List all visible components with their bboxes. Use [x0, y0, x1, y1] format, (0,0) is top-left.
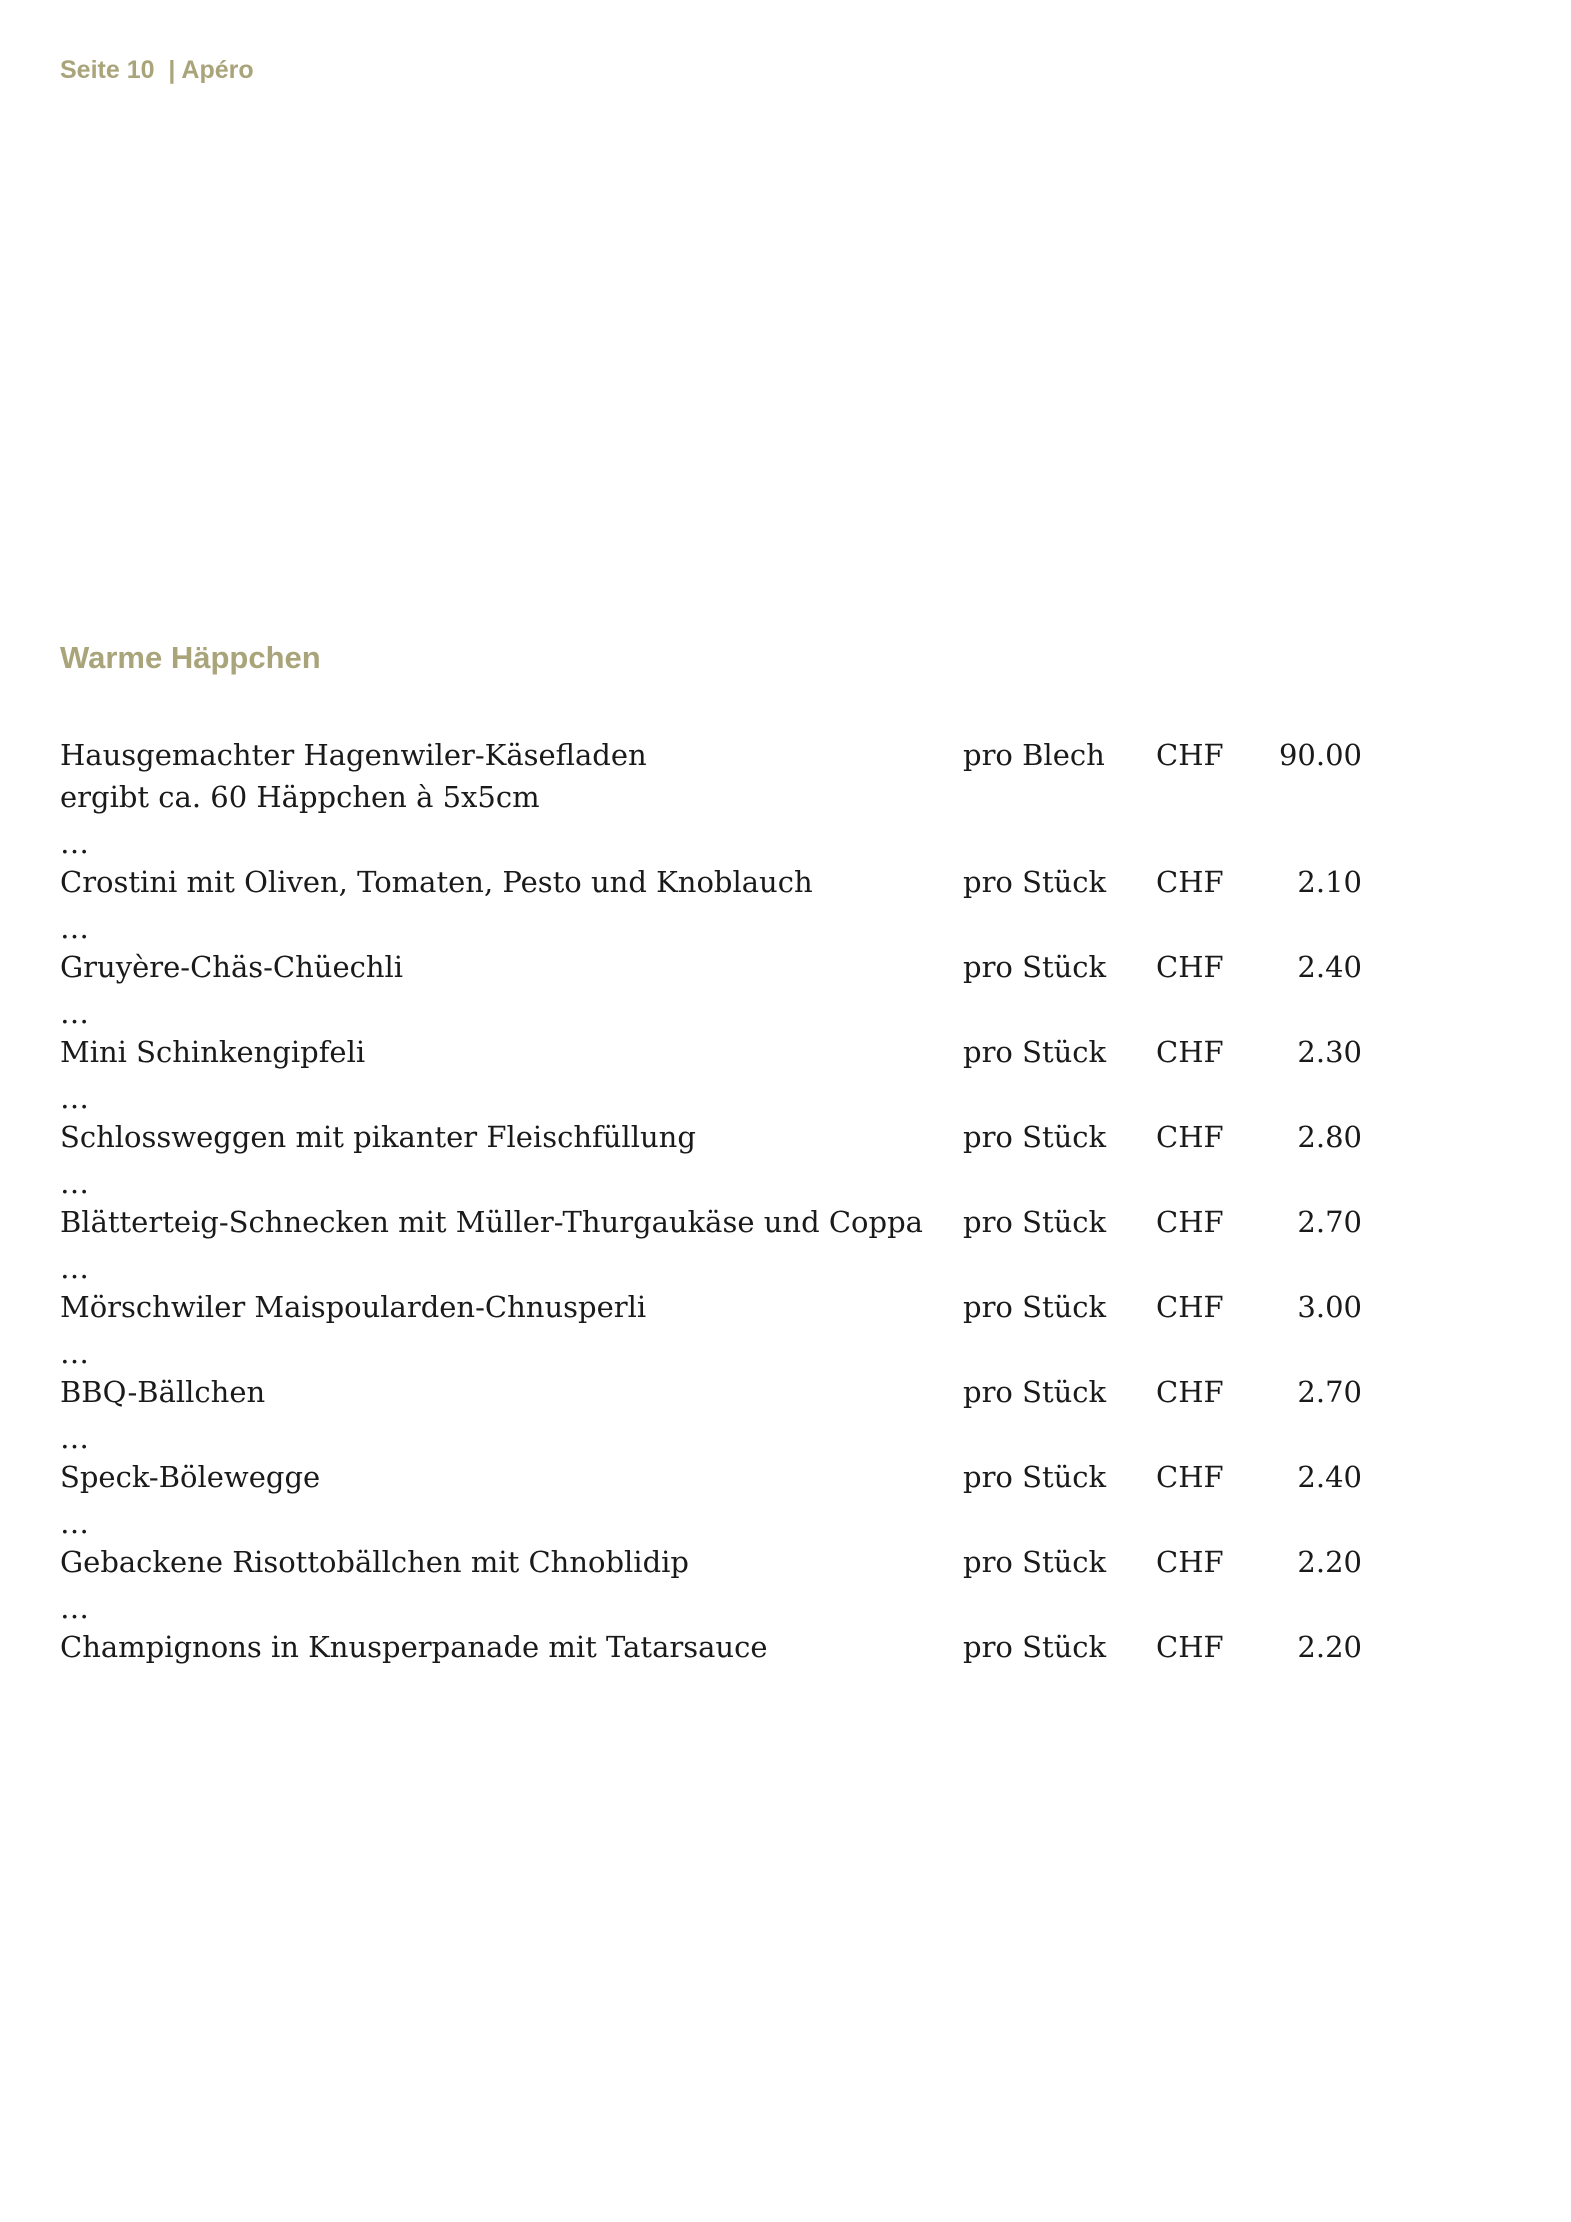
menu-item — [60, 1116, 1360, 1158]
menu-item-currency: CHF — [1156, 1035, 1224, 1069]
separator: … — [60, 1336, 89, 1370]
menu-item-price: 90.00 — [1278, 738, 1362, 772]
menu-item — [60, 1031, 1360, 1073]
menu-item — [60, 1286, 1360, 1328]
separator: … — [60, 1081, 89, 1115]
menu-item-unit: pro Stück — [963, 1120, 1107, 1154]
menu-item-unit: pro Stück — [963, 1205, 1107, 1239]
separator: … — [60, 911, 89, 945]
menu-list — [60, 734, 1360, 1668]
menu-item-currency: CHF — [1156, 738, 1224, 772]
menu-item-unit: pro Stück — [963, 1035, 1107, 1069]
menu-item-currency: CHF — [1156, 1375, 1224, 1409]
menu-item-name: Gebackene Risottobällchen mit Chnoblidip — [60, 1545, 689, 1579]
menu-item-subtitle: ergibt ca. 60 Häppchen à 5x5cm — [60, 780, 540, 814]
separator: … — [60, 996, 89, 1030]
menu-item — [60, 946, 1360, 988]
menu-item-unit: pro Stück — [963, 1290, 1107, 1324]
section-title: Warme Häppchen — [60, 640, 321, 675]
menu-item-name: Crostini mit Oliven, Tomaten, Pesto und Knoblauch — [60, 865, 813, 899]
separator: … — [60, 1506, 89, 1540]
separator: … — [60, 1421, 89, 1455]
menu-item — [60, 1201, 1360, 1243]
menu-item-price: 2.80 — [1297, 1120, 1362, 1154]
menu-item-price: 2.70 — [1297, 1205, 1362, 1239]
menu-item-currency: CHF — [1156, 1290, 1224, 1324]
menu-item-currency: CHF — [1156, 1205, 1224, 1239]
menu-item-name: Mörschwiler Maispoularden-Chnusperli — [60, 1290, 647, 1324]
page-header: Seite 10 | Apéro — [60, 56, 254, 84]
menu-item — [60, 1626, 1360, 1668]
menu-item-price: 2.40 — [1297, 1460, 1362, 1494]
menu-item-unit: pro Stück — [963, 1375, 1107, 1409]
menu-item-unit: pro Blech — [963, 738, 1105, 772]
menu-item-price: 3.00 — [1297, 1290, 1362, 1324]
menu-item-unit: pro Stück — [963, 1460, 1107, 1494]
menu-item-name: Mini Schinkengipfeli — [60, 1035, 366, 1069]
separator: … — [60, 1251, 89, 1285]
menu-item-name: Blätterteig-Schnecken mit Müller-Thurgaukäse und Coppa — [60, 1205, 923, 1239]
menu-item-unit: pro Stück — [963, 950, 1107, 984]
menu-item-currency: CHF — [1156, 1120, 1224, 1154]
menu-item-price: 2.20 — [1297, 1630, 1362, 1664]
menu-item-price: 2.70 — [1297, 1375, 1362, 1409]
menu-item-name: Hausgemachter Hagenwiler-Käsefladen — [60, 738, 647, 772]
menu-item-currency: CHF — [1156, 865, 1224, 899]
separator: … — [60, 1591, 89, 1625]
menu-item-unit: pro Stück — [963, 1630, 1107, 1664]
separator: … — [60, 1166, 89, 1200]
menu-item-name: BBQ-Bällchen — [60, 1375, 266, 1409]
menu-item-name: Gruyère-Chäs-Chüechli — [60, 950, 404, 984]
menu-item-price: 2.10 — [1297, 865, 1362, 899]
menu-item-price: 2.30 — [1297, 1035, 1362, 1069]
menu-item-currency: CHF — [1156, 1545, 1224, 1579]
separator: … — [60, 826, 89, 860]
menu-item — [60, 861, 1360, 903]
menu-item-unit: pro Stück — [963, 865, 1107, 899]
menu-item — [60, 1371, 1360, 1413]
menu-item-currency: CHF — [1156, 1630, 1224, 1664]
menu-item-name: Champignons in Knusperpanade mit Tatarsauce — [60, 1630, 768, 1664]
menu-item — [60, 734, 1360, 776]
menu-item — [60, 1541, 1360, 1583]
menu-item-currency: CHF — [1156, 950, 1224, 984]
menu-item-currency: CHF — [1156, 1460, 1224, 1494]
menu-item-name: Speck-Bölewegge — [60, 1460, 321, 1494]
menu-item-name: Schlossweggen mit pikanter Fleischfüllung — [60, 1120, 696, 1154]
menu-item-unit: pro Stück — [963, 1545, 1107, 1579]
menu-item — [60, 1456, 1360, 1498]
menu-item-price: 2.40 — [1297, 950, 1362, 984]
menu-item-price: 2.20 — [1297, 1545, 1362, 1579]
